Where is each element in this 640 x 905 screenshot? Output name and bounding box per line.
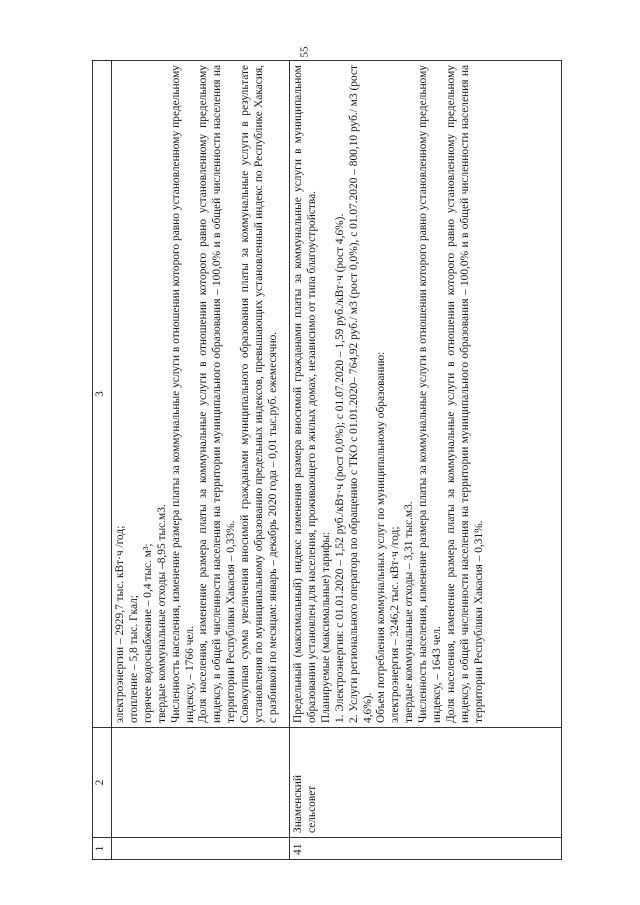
text-line: 2. Услуги регионального оператора по обращению с ТКО с 01.01.2020– 764,92 руб./ м3 (рост 0,0%), с 01.07.2020 – 800,10 руб./ м3 (рост 4,6%). [347, 65, 374, 723]
rotated-table-wrapper [92, 60, 562, 860]
header-col-3: 3 [93, 61, 112, 728]
tariff-table [92, 60, 562, 860]
row-description [112, 61, 290, 728]
table-row [112, 61, 290, 860]
text-line: электроэнергия – 3246,2 тыс. кВт·ч /год; [389, 526, 402, 723]
text-line: Предельный (максимальный) индекс изменения размера вносимой гражданами платы за коммунальные услуги в муниципальном образовании установлен для населения, проживающего в жилых домах, независимо от типа благоустройства. [292, 65, 318, 723]
row-number [112, 838, 290, 860]
row-description [290, 61, 562, 728]
table-row [290, 61, 562, 860]
text-line: Доля населения, изменение размера платы за коммунальные услуги в отношении которого равно установленному предельному индексу, в общей численности населения на территории муниципального образования – 100,0% и в общей численности населения на территории Республики Хакасия – 0,31%. [444, 65, 485, 723]
text-line: твердые коммунальные отходы – 3,31 тыс.м3. [403, 501, 416, 723]
page-number-text: 55 [298, 46, 310, 58]
text-line: Численность населения, изменение размера платы за коммунальные услуги в отношении которого равно установленному предельному индексу, – 1766 чел. [169, 65, 196, 723]
header-row [93, 61, 112, 860]
municipality-name [112, 728, 290, 838]
text-line: электроэнергии – 2929,7 тыс. кВт·ч /год; [114, 525, 126, 723]
header-col-1: 1 [93, 838, 112, 860]
text-line: Численность населения, изменение размера платы за коммунальные услуги в отношении которого равно установленному предельному индексу, – 1643 чел. [417, 65, 444, 723]
text-line: 1. Электроэнергия: с 01.01.2020 – 1,52 руб./кВт·ч (рост 0,0%); с 01.07.2020 – 1,59 руб./кВт·ч (рост 4,6%). [333, 213, 346, 723]
text-line: Планируемые (максимальные) тарифы: [319, 531, 332, 723]
municipality-name: Знаменский сельсовет [290, 728, 562, 838]
text-line: твердые коммунальные отходы –8,95 тыс.м3. [155, 504, 168, 723]
text-line: Объем потребления коммунальных услуг по муниципальному образованию: [375, 351, 388, 723]
row-number: 41 [290, 838, 562, 860]
text-line: Доля населения, изменение размера платы за коммунальные услуги в отношении которого равно установленному предельному индексу, в общей численности населения на территории муниципального образования – 100,0% и в общей численности населения на территории Республики Хакасия – 0,33%. [197, 65, 238, 723]
header-col-2: 2 [93, 728, 112, 838]
text-line: горячее водоснабжение – 0,4 тыс. м³; [141, 543, 154, 723]
text-line: отопление – 5,8 тыс. Гкал; [127, 595, 140, 723]
text-line: Совокупная сумма увеличения вносимой гражданами муниципального образования платы за коммунальные услуги в результате установления по муниципальному образованию предельных индексов, превышающих установленный индекс по Республике Хакасия, с разбивкой по месяцам: январь – декабрь 2020 года – 0,01 тыс.руб. ежемесячно. [239, 65, 279, 723]
